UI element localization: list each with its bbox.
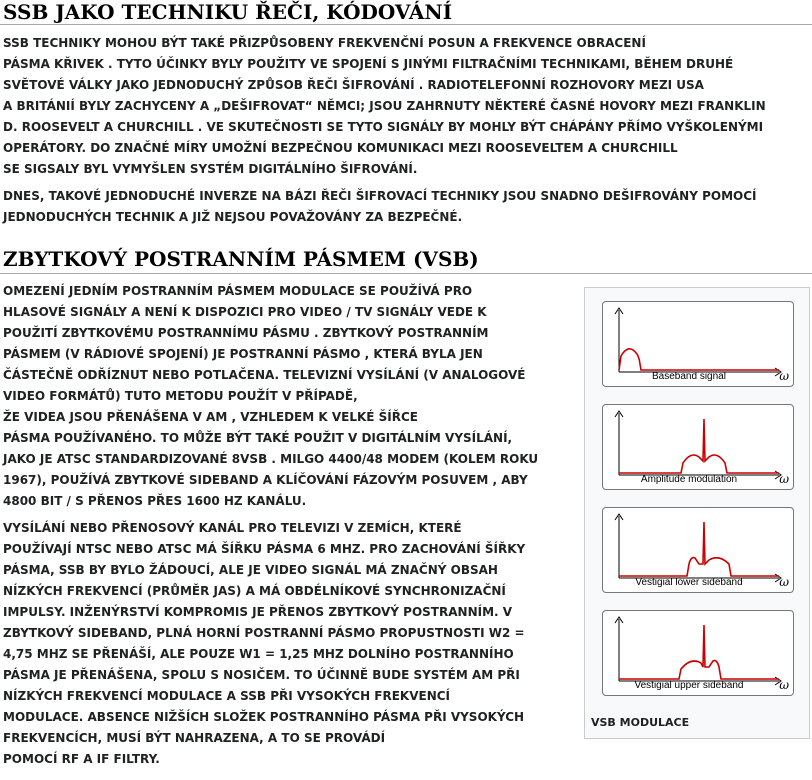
paragraph-line: 4800 BIT / S PŘENOS PŘES 1600 HZ KANÁLU. <box>3 494 307 508</box>
paragraph-line: IMPULSY. INŽENÝRSTVÍ KOMPROMIS JE PŘENOS ZBYTKOVÝ POSTRANNÍM. V <box>3 605 513 619</box>
vsb-figure-thumbnail[interactable] <box>584 287 810 739</box>
paragraph-vsb-television <box>0 518 525 770</box>
figure-panel-label: Vestigial upper sideband <box>634 680 744 691</box>
figure-panel-am[interactable] <box>602 404 794 490</box>
paragraph-line: NÍZKÝCH FREKVENCÍ MODULACE A SSB PŘI VYSOKÝCH FREKVENCÍ <box>3 689 451 703</box>
paragraph-line: D. ROOSEVELT A CHURCHILL . VE SKUTEČNOSTI SE TYTO SIGNÁLY BY MOHLY BÝT CHÁPÁNY PŘÍMO VYŠKOLENÝMI <box>3 120 764 134</box>
paragraph-line: POUŽITÍ ZBYTKOVÉMU POSTRANNÍMU PÁSMU . ZBYTKOVÝ POSTRANNÍM <box>3 326 489 340</box>
paragraph-line: JAKO JE ATSC STANDARDIZOVANÉ 8VSB . MILGO 4400/48 MODEM (KOLEM ROKU <box>3 452 539 466</box>
figure-panel-baseband[interactable] <box>602 301 794 387</box>
paragraph-line: PÁSMA JE PŘENÁŠENA, SPOLU S NOSIČEM. TO ÚČINNĚ BUDE SYSTÉM AM PŘI <box>3 668 520 682</box>
omega-axis-label: ω <box>779 678 789 692</box>
omega-axis-label: ω <box>779 369 789 383</box>
paragraph-line: POUŽÍVAJÍ NTSC NEBO ATSC MÁ ŠÍŘKU PÁSMA 6 MHZ. PRO ZACHOVÁNÍ ŠÍŘKY <box>3 542 526 556</box>
paragraph-line: OMEZENÍ JEDNÍM POSTRANNÍM PÁSMEM MODULACE SE POUŽÍVÁ PRO <box>3 284 473 298</box>
paragraph-line: SSB TECHNIKY MOHOU BÝT TAKÉ PŘIZPŮSOBENY FREKVENČNÍ POSUN A FREKVENCE OBRACENÍ <box>3 36 646 50</box>
figure-panel-label: Baseband signal <box>652 371 726 382</box>
omega-axis-label: ω <box>779 575 789 589</box>
figure-panel-label: Vestigial lower sideband <box>635 577 743 588</box>
paragraph-line: ČÁSTEČNĚ ODŘÍZNUT NEBO POTLAČENA. TELEVIZNÍ VYSÍLÁNÍ (V ANALOGOVÉ <box>3 368 526 382</box>
paragraph-line: 1967), POUŽÍVÁ ZBYTKOVÉ SIDEBAND A KLÍČOVÁNÍ FÁZOVÝM POSUVEM , ABY <box>3 473 528 487</box>
paragraph-line: SVĚTOVÉ VÁLKY JAKO JEDNODUCHÝ ZPŮSOB ŘEČI ŠIFROVÁNÍ . RADIOTELEFONNÍ ROZHOVORY MEZI USA <box>3 78 704 92</box>
paragraph-line: FREKVENCÍCH, MUSÍ BÝT NAHRAZENA, A TO SE PROVÁDÍ <box>3 731 386 745</box>
figure-panel-label: Amplitude modulation <box>640 474 738 485</box>
section-heading-ssb-speech-coding: SSB JAKO TECHNIKU ŘEČI, KÓDOVÁNÍ <box>0 0 812 25</box>
paragraph-line: 4,75 MHZ SE PŘENÁŠÍ, ALE POUZE W1 = 1,25 MHZ DOLNÍHO POSTRANNÍHO <box>3 647 514 661</box>
paragraph-line: ZBYTKOVÝ SIDEBAND, PLNÁ HORNÍ POSTRANNÍ PÁSMO PROPUSTNOSTI W2 = <box>3 626 525 640</box>
paragraph-line: NÍZKÝCH FREKVENCÍ (PRŮMĚR JAS) A MÁ OBDÉLNÍKOVÉ SYNCHRONIZAČNÍ <box>3 584 506 598</box>
paragraph-line: ŽE VIDEA JSOU PŘENÁŠENA V AM , VZHLEDEM K VELKÉ ŠÍŘCE <box>3 410 418 424</box>
paragraph-line: VYSÍLÁNÍ NEBO PŘENOSOVÝ KANÁL PRO TELEVIZI V ZEMÍCH, KTERÉ <box>3 521 462 535</box>
paragraph-line: SE SIGSALY BYL VYMYŠLEN SYSTÉM DIGITÁLNÍHO ŠIFROVÁNÍ. <box>3 162 418 176</box>
omega-axis-label: ω <box>779 472 789 486</box>
paragraph-ssb-coding-today <box>0 186 757 228</box>
paragraph-line: MODULACE. ABSENCE NIŽŠÍCH SLOŽEK POSTRANNÍHO PÁSMA PŘI VYSOKÝCH <box>3 710 525 724</box>
figure-panel-vestigial-lower[interactable] <box>602 507 794 593</box>
paragraph-line: PÁSMA KŘIVEK . TYTO ÚČINKY BYLY POUŽITY VE SPOJENÍ S JINÝMI FILTRAČNÍMI TECHNIKAMI, BĚHEM DRUHÉ <box>3 57 734 71</box>
spectrum-curve <box>619 349 779 370</box>
paragraph-line: HLASOVÉ SIGNÁLY A NENÍ K DISPOZICI PRO VIDEO / TV SIGNÁLY VEDE K <box>3 305 487 319</box>
paragraph-ssb-coding <box>0 33 766 180</box>
paragraph-line: PÁSMEM (V RÁDIOVÉ SPOJENÍ) JE POSTRANNÍ PÁSMO , KTERÁ BYLA JEN <box>3 347 483 361</box>
paragraph-line: PÁSMA, SSB BY BYLO ŽÁDOUCÍ, ALE JE VIDEO SIGNÁL MÁ ZNAČNÝ OBSAH <box>3 563 498 577</box>
paragraph-line: A BRITÁNIÍ BYLY ZACHYCENY A „DEŠIFROVAT“ NĚMCI; JSOU ZAHRNUTY NĚKTERÉ ČASNÉ HOVORY MEZI FRANKLIN <box>3 99 766 113</box>
paragraph-line: OPERÁTORY. DO ZNAČNÉ MÍRY UMOŽNÍ BEZPEČNOU KOMUNIKACI MEZI ROOSEVELTEM A CHURCHILL <box>3 141 678 155</box>
figure-caption: VSB MODULACE <box>591 716 690 729</box>
section-heading-vsb: ZBYTKOVÝ POSTRANNÍM PÁSMEM (VSB) <box>0 247 812 274</box>
spectrum-curve <box>619 625 779 679</box>
spectrum-curve <box>619 522 779 576</box>
paragraph-line: PÁSMA POUŽÍVANÉHO. TO MŮŽE BÝT TAKÉ POUŽIT V DIGITÁLNÍM VYSÍLÁNÍ, <box>3 431 513 445</box>
paragraph-vsb-intro <box>0 281 538 512</box>
paragraph-line: JEDNODUCHÝCH TECHNIK A JIŽ NEJSOU POVAŽOVÁNY ZA BEZPEČNÉ. <box>3 210 463 224</box>
paragraph-line: DNES, TAKOVÉ JEDNODUCHÉ INVERZE NA BÁZI ŘEČI ŠIFROVACÍ TECHNIKY JSOU SNADNO DEŠIFROVÁNY POMOCÍ <box>3 189 757 203</box>
figure-panel-vestigial-upper[interactable] <box>602 610 794 696</box>
spectrum-curve <box>619 419 779 473</box>
paragraph-line: POMOCÍ RF A IF FILTRY. <box>3 752 160 766</box>
paragraph-line: VIDEO FORMÁTŮ) TUTO METODU POUŽÍT V PŘÍPADĚ, <box>3 389 358 403</box>
